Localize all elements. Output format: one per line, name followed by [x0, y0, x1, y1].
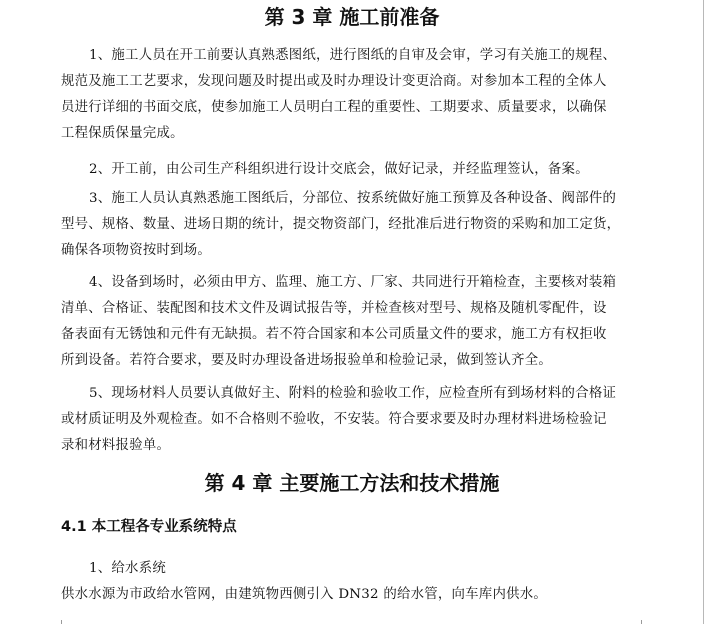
paragraph-line: 5、现场材料人员要认真做好主、附料的检验和验收工作，应检查所有到场材料的合格证 — [89, 386, 617, 401]
chapter-3-title: 第 3 章 施工前准备 — [264, 5, 440, 29]
paragraph-line: 员进行详细的书面交底，使参加施工人员明白工程的重要性、工期要求、质量要求，以确保 — [61, 100, 607, 115]
paragraph-line: 清单、合格证、装配图和技术文件及调试报告等，并检查核对型号、规格及随机零配件，设 — [61, 301, 607, 316]
paragraph-line: 所到设备。若符合要求，要及时办理设备进场报验单和检验记录，做到签认齐全。 — [61, 353, 553, 368]
paragraph-line: 确保各项物资按时到场。 — [61, 243, 212, 258]
chapter-3-item-4 — [61, 270, 641, 374]
paragraph-line: 供水水源为市政给水管网，由建筑物西侧引入 DN32 的给水管，向车库内供水。 — [61, 587, 548, 602]
margin-mark — [641, 620, 642, 624]
chapter-3-item-2 — [61, 157, 641, 183]
paragraph-line: 1、施工人员在开工前要认真熟悉图纸，进行图纸的自审及会审，学习有关施工的规程、 — [89, 48, 617, 63]
paragraph-line: 或材质证明及外观检查。如不合格则不验收，不安装。符合要求要及时办理材料进场检验记 — [61, 412, 607, 427]
paragraph-line: 2、开工前，由公司生产科组织进行设计交底会，做好记录，并经监理签认，备案。 — [89, 162, 589, 177]
water-supply-item — [61, 556, 641, 608]
paragraph-line: 型号、规格、数量、进场日期的统计，提交物资部门，经批准后进行物资的采购和加工定货， — [61, 217, 621, 232]
paragraph-line: 备表面有无锈蚀和元件有无缺损。若不符合国家和本公司质量文件的要求，施工方有权拒收 — [61, 327, 607, 342]
sub-item-heading: 1、给水系统 — [89, 561, 166, 576]
chapter-3-item-5 — [61, 381, 641, 459]
chapter-3-item-1 — [61, 43, 641, 147]
paragraph-line: 录和材料报验单。 — [61, 438, 171, 453]
margin-mark — [61, 620, 62, 624]
paragraph-line: 工程保质保量完成。 — [61, 126, 184, 141]
section-4-1-title: 4.1 本工程各专业系统特点 — [61, 519, 237, 535]
paragraph-line: 规范及施工工艺要求，发现问题及时提出或及时办理设计变更洽商。对参加本工程的全体人 — [61, 74, 607, 89]
paragraph-line: 3、施工人员认真熟悉施工图纸后，分部位、按系统做好施工预算及各种设备、阀部件的 — [89, 191, 617, 206]
chapter-3-item-3 — [61, 186, 641, 264]
paragraph-line: 4、设备到场时，必须由甲方、监理、施工方、厂家、共同进行开箱检查，主要核对装箱 — [89, 275, 617, 290]
chapter-4-title: 第 4 章 主要施工方法和技术措施 — [204, 471, 500, 495]
